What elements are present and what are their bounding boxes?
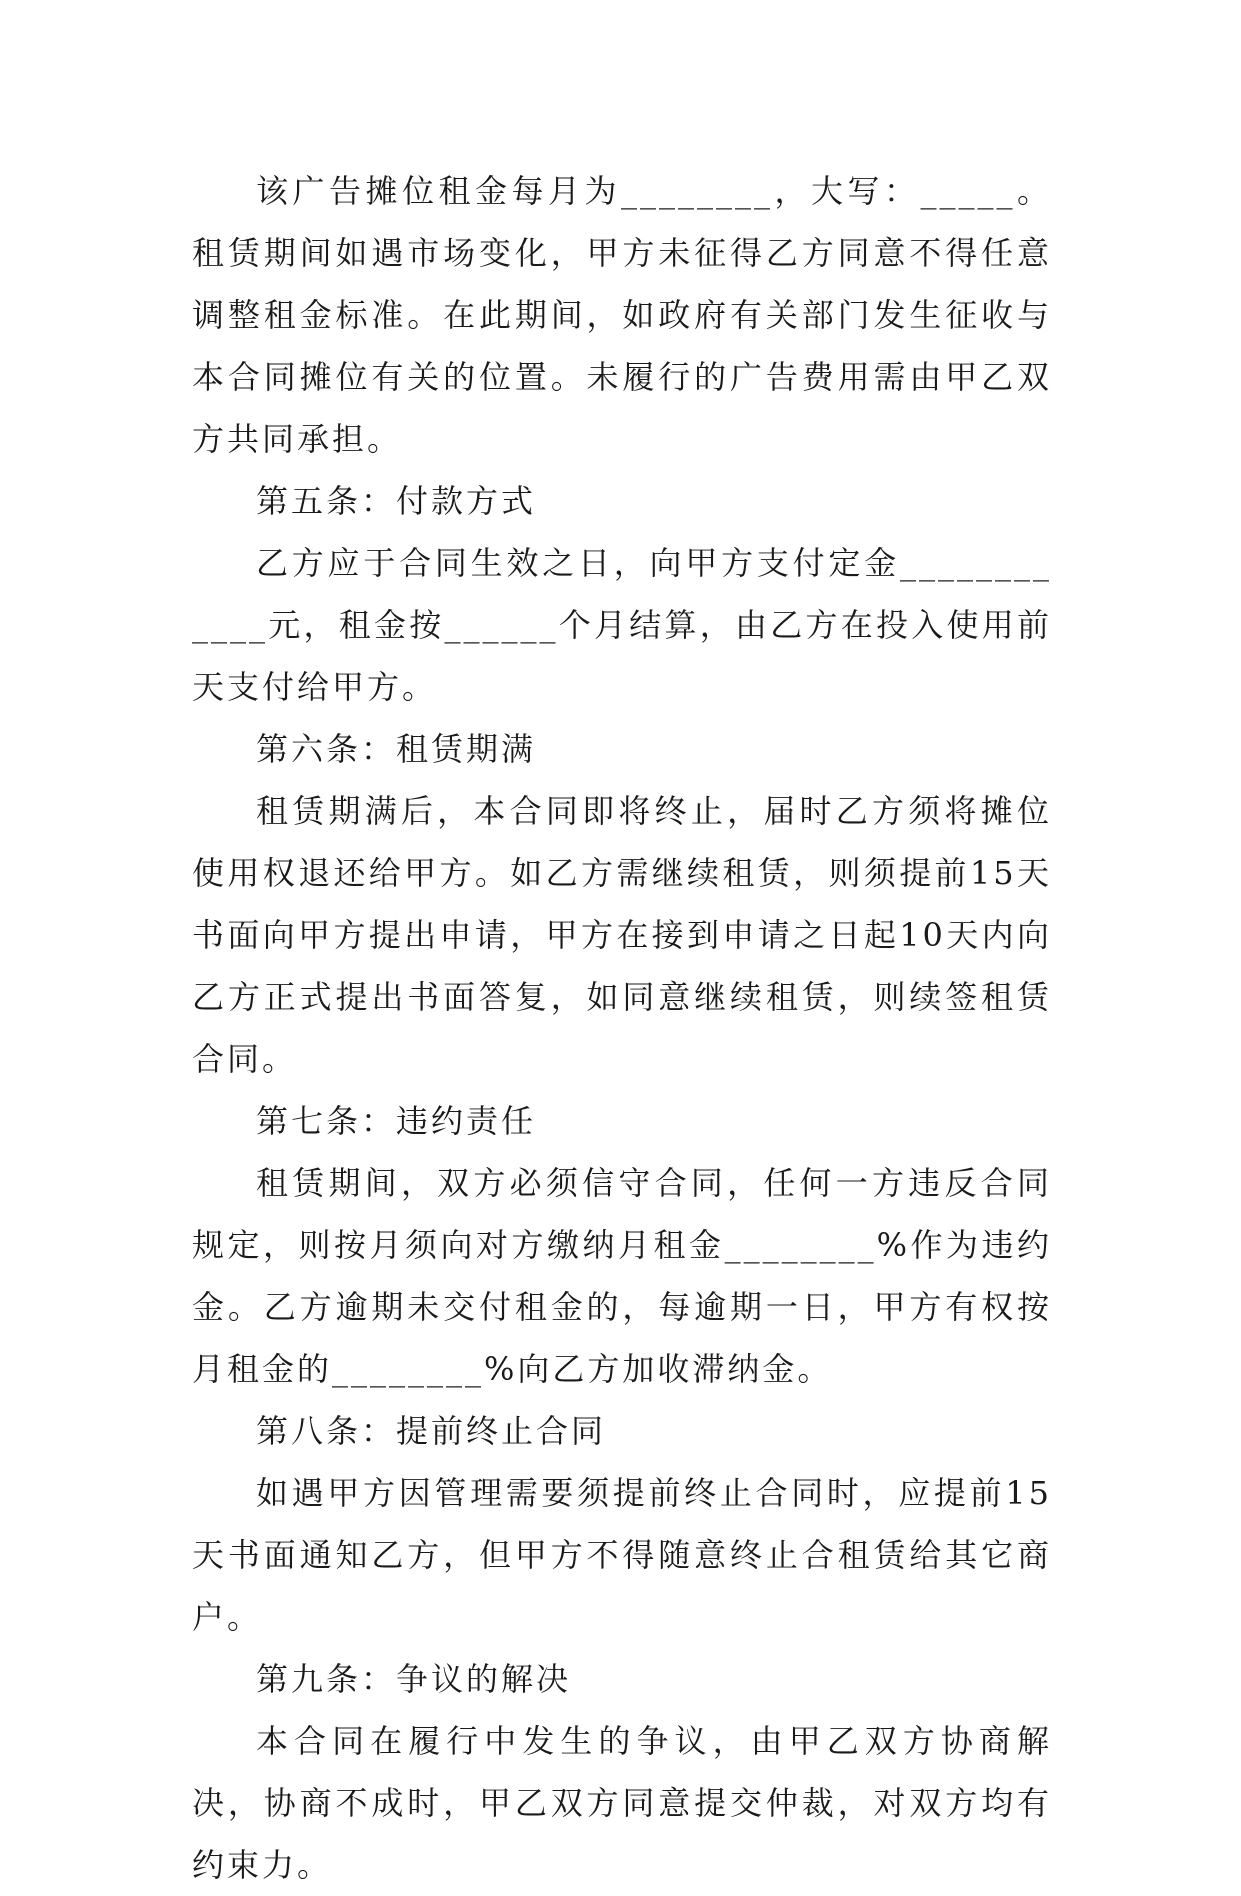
heading-article-7: 第七条：违约责任 [256,1102,537,1140]
paragraph-early-termination: 如遇甲方因管理需要须提前终止合同时，应提前15天书面通知乙方，但甲方不得随意终止合租赁给其它商户。 [192,1474,1052,1636]
heading-article-9: 第九条：争议的解决 [256,1660,572,1698]
heading-article-5: 第五条：付款方式 [256,482,537,520]
heading-article-6: 第六条：租赁期满 [256,730,537,768]
paragraph-lease-expiry: 租赁期满后，本合同即将终止，届时乙方须将摊位使用权退还给甲方。如乙方需继续租赁，则须提前15天书面向甲方提出申请，甲方在接到申请之日起10天内向乙方正式提出书面答复，如同意继续租赁，则续签租赁合同。 [192,792,1052,1078]
heading-article-8: 第八条：提前终止合同 [256,1412,607,1450]
document-body [192,160,1052,1896]
paragraph-payment: 乙方应于合同生效之日，向甲方支付定金____________元，租金按______个月结算，由乙方在投入使用前天支付给甲方。 [192,544,1052,706]
paragraph-dispute: 本合同在履行中发生的争议，由甲乙双方协商解决，协商不成时，甲乙双方同意提交仲裁，对双方均有约束力。 [192,1722,1052,1884]
paragraph-rent-amount: 该广告摊位租金每月为________，大写：_____。租赁期间如遇市场变化，甲方未征得乙方同意不得任意调整租金标准。在此期间，如政府有关部门发生征收与本合同摊位有关的位置。未履行的广告费用需由甲乙双方共同承担。 [192,172,1052,458]
paragraph-breach: 租赁期间，双方必须信守合同，任何一方违反合同规定，则按月须向对方缴纳月租金________%作为违约金。乙方逾期未交付租金的，每逾期一日，甲方有权按月租金的________%向乙方加收滞纳金。 [192,1164,1052,1388]
